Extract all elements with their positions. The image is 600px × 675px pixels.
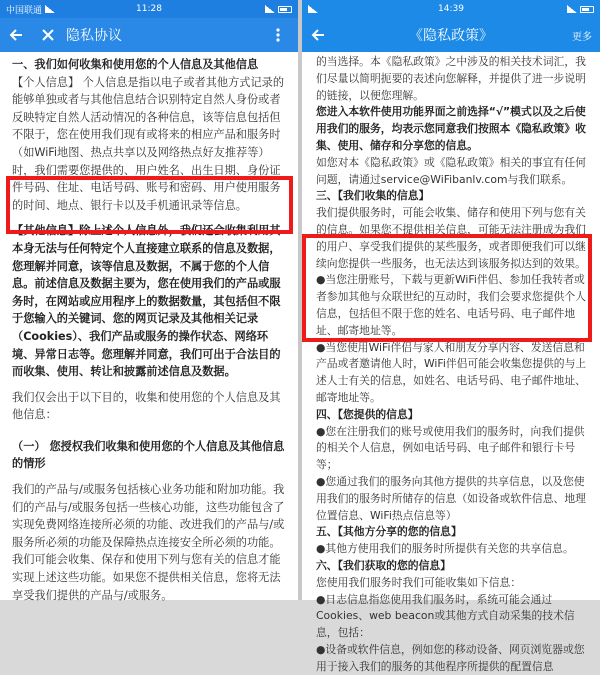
notification-icon [308,5,318,13]
app-bar [0,18,298,52]
overflow-menu-button[interactable] [262,18,294,52]
right-phone-screen [302,0,600,673]
close-icon [40,27,56,43]
body-paragraph: 如您对本《隐私政策》或《隐私政策》相关的事宜有任何问题，请通过service@WiFibanlv.com与我们联系。 [316,155,586,186]
back-arrow-icon [310,27,326,43]
section-heading: 五、【其他方分享的您的信息】 [316,525,462,539]
body-paragraph: 我们仅会出于以下目的，收集和使用您的个人信息及其他信息： [12,390,281,422]
status-bar [0,0,298,18]
policy-text-body [0,52,298,604]
body-paragraph: 您使用我们服务时我们可能收集如下信息： [316,575,522,589]
status-time: 11:28 [136,4,162,14]
page-title: 《隐私政策》 [409,28,493,44]
page-title: 隐私协议 [66,28,122,44]
back-arrow-icon [8,27,24,43]
policy-text-body [302,52,600,675]
body-paragraph: ●当您使用WiFi伴侣与家人和朋友分享内容、发送信息和产品或者邀请他人时，WiFi伴侣可能会收集您提供的与上述人士有关的信息，如姓名、电话号码、电子邮件地址、邮寄地址等。 [316,340,587,404]
section-heading: 三、【我们收集的信息】 [316,189,430,203]
section-heading: 一、我们如何收集和使用您的个人信息及其他信息 [12,58,259,71]
body-paragraph: 我们的产品与/或服务包括核心业务功能和附加功能。我们的产品与/或服务包括一些核心功能，这些功能包含了实现免费网络连接所必须的功能、改进我们的产品与/或服务所必须的功能及保障热点连接安全所必须的功能。我们可能会收集、保存和使用下列与您有关的信息才能实现上述这些功能。如果您不提供相关信息，您将无法享受我们提供的产品与/或服务。 [12,483,285,602]
status-time: 14:39 [438,4,464,14]
paragraph-spacer [12,473,288,481]
body-paragraph: ●设备或软件信息，例如您的移动设备、网页浏览器或您用于接入我们的服务的其他程序所提供的配置信息 [316,642,585,673]
paragraph-spacer [12,381,288,389]
app-bar [302,18,600,52]
wifi-icon [45,5,55,13]
section-heading: 四、【您提供的信息】 [316,407,419,421]
more-button[interactable]: 更多 [572,31,592,43]
body-paragraph: 的当选择。本《隐私政策》之中涉及的相关技术词汇，我们尽量以简明扼要的表述向您解释，并提供了进一步说明的链接，以便您理解。 [316,55,586,102]
body-paragraph: ●其他方使用我们的服务时所提供有关您的共享信息。 [316,542,574,556]
body-paragraph: ●您通过我们的服务向其他方提供的共享信息，以及您使用我们的服务时所储存的信息（如设备或软件信息、地理位置信息、WiFi热点信息等） [316,474,586,522]
signal-icon [265,5,275,13]
section-heading: 六、【我们获取的您的信息】 [316,558,451,572]
paragraph-spacer [12,424,288,438]
signal-icon [567,5,577,13]
back-button[interactable] [302,18,334,52]
left-phone-screen [0,0,298,600]
status-bar [302,0,600,18]
section-heading: 【其他信息】除上述个人信息外，我们还会收集利用其本身无法与任何特定个人直接建立联系的信息及数据，您理解并同意，该等信息及数据，不属于您的个人信息。前述信息及数据主要为，您在使用我们的产品或服务时，在网站或应用程序上的数据数量，其包括但不限于您输入的关键词、您的网页记录及其他相关记录（Cookies）、我们产品或服务的操作状态、网络环境、异常日志等。您理解并同意，我们可出于合法目的而收集、使用、转让和披露前述信息及数据。 [12,224,281,379]
section-heading: （一） 您授权我们收集和使用您的个人信息及其他信息的情形 [12,439,285,471]
back-button[interactable] [0,18,32,52]
body-paragraph: 【个人信息】 个人信息是指以电子或者其他方式记录的能够单独或者与其他信息结合识别特定自然人身份或者反映特定自然人活动情况的各种信息，该等信息包括但不限于，您在使用我们现有或将来的相应产品和服务时（如WiFi地图、热点共享以及网络热点好友推荐等）时，我们需要您提供的、用户姓名、出生日期、身份证件号码、住址、电话号码、账号和密码、用户使用服务的时间、地点、银行卡以及手机通讯录等信息。 [12,75,285,212]
more-vert-icon [276,28,280,42]
body-paragraph: ●日志信息指您使用我们服务时，系统可能会通过Cookies、web beacon或其他方式自动采集的技术信息，包括： [316,592,575,640]
battery-icon [580,6,594,13]
carrier-label: 中国联通 [6,5,43,16]
body-paragraph: ●您在注册我们的账号或使用我们的服务时，向我们提供的相关个人信息，例如电话号码、电子邮件和银行卡号等； [316,424,585,472]
close-button[interactable] [32,18,64,52]
battery-icon [278,6,292,13]
body-paragraph: 我们提供服务时，可能会收集、储存和使用下列与您有关的信息。如果您不提供相关信息，可能无法注册成为我们的用户、享受我们提供的某些服务，或者即便我们可以继续向您提供一些服务，也无法达到该服务拟达到的效果。 [316,206,586,270]
section-heading: 您进入本软件使用功能界面之前选择“√”模式以及之后使用我们的服务，均表示您同意我们按照本《隐私政策》收集、使用、储存和分享您的信息。 [316,105,586,152]
body-paragraph: ●当您注册账号，下载与更新WiFi伴侣、参加任我转者或者参加其他与众联世纪的互动时，我们会要求您提供个人信息，包括但不限于您的姓名、电话号码、电子邮件地址、邮寄地址等。 [316,273,586,337]
paragraph-spacer [12,214,288,222]
